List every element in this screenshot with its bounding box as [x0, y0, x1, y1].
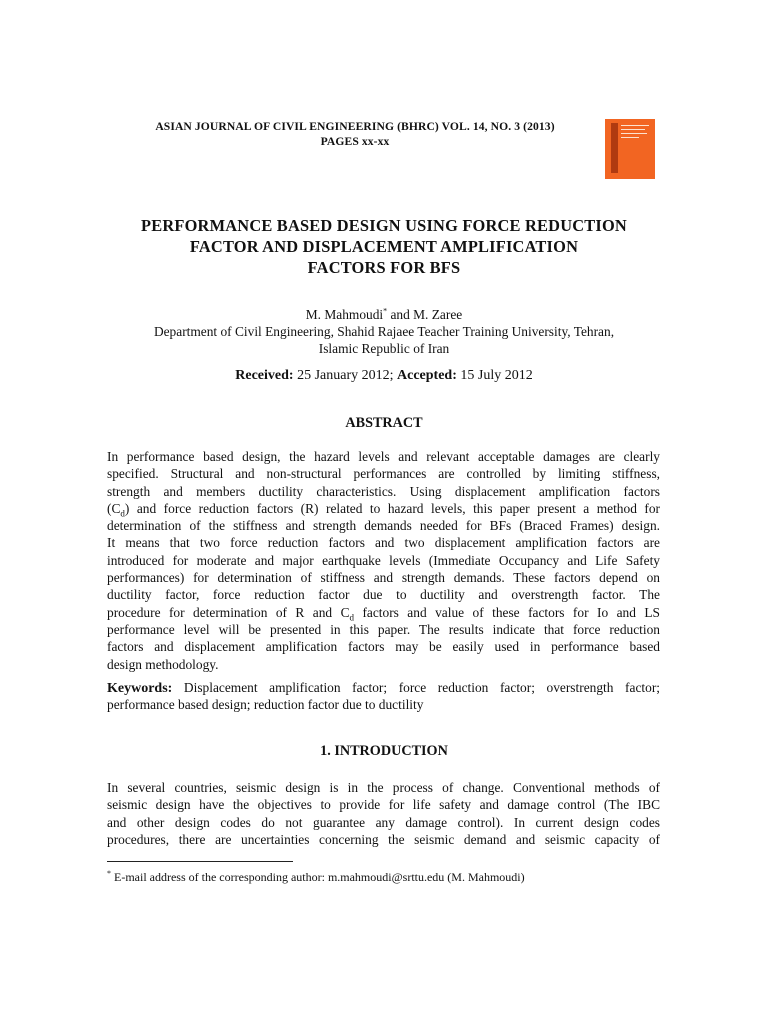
body-line: $(C_d)$ and force reduction factors (R) related to hazard levels, this paper present a method for	[107, 500, 660, 519]
keywords-text: Displacement amplification factor; force reduction factor; overstrength factor;	[172, 680, 660, 695]
accepted-date: 15 July 2012	[456, 368, 533, 383]
authors	[40, 306, 728, 323]
footnote-mark: *	[107, 869, 111, 878]
body-line: procedure for determination of R and $C_d$ factors and value of these factors for Io and LS	[107, 604, 660, 623]
journal-citation: ASIAN JOURNAL OF CIVIL ENGINEERING (BHRC) VOL. 14, NO. 3 (2013)	[155, 120, 555, 133]
body-line: ductility factor, force reduction factor due to ductility and overstrength factor. The	[107, 587, 660, 603]
received-date: 25 January 2012;	[293, 368, 398, 383]
affiliation	[40, 323, 728, 357]
body-line: In performance based design, the hazard levels and relevant acceptable damages are clearly	[107, 449, 660, 464]
body-line: performance level will be presented in this paper. The results indicate that force reduction	[107, 621, 660, 637]
author-name: M. Mahmoudi	[305, 307, 384, 322]
body-line: procedures, there are uncertainties concerning the seismic demand and seismic capacity of	[107, 831, 660, 847]
author-name: and M. Zaree	[387, 307, 463, 322]
dates	[40, 367, 728, 384]
title-line: PERFORMANCE BASED DESIGN USING FORCE REDUCTION	[141, 216, 627, 235]
footnote-rule	[107, 861, 293, 862]
received-label: Received:	[235, 368, 294, 383]
keywords	[107, 679, 660, 714]
footnote	[107, 870, 525, 885]
corresponding-author-mark: *	[383, 306, 388, 316]
keywords-label: Keywords:	[107, 681, 173, 696]
footnote-text: E-mail address of the corresponding author: m.mahmoudi@srttu.edu (M. Mahmoudi)	[111, 870, 525, 884]
body-line: It means that two force reduction factors and two displacement amplification factors are	[107, 535, 660, 551]
title-line: FACTORS FOR BFS	[307, 258, 461, 277]
introduction-body	[107, 779, 660, 848]
journal-cover-thumbnail	[605, 119, 655, 179]
abstract-body	[107, 448, 660, 673]
body-line: determination of the stiffness and strength demands needed for BFs (Braced Frames) design.	[107, 518, 660, 534]
body-line: factors and displacement amplification factors may be easily used in performance based	[107, 639, 660, 655]
body-line: specified. Structural and non-structural performances are controlled by limiting stiffness,	[107, 466, 660, 482]
abstract-heading: ABSTRACT	[345, 415, 423, 431]
body-line: strength and members ductility characteristics. Using displacement amplification factors	[107, 483, 660, 499]
journal-pages: PAGES xx-xx	[320, 135, 390, 148]
body-line: and other design codes do not guarantee any damage control). In current design codes	[107, 814, 660, 830]
accepted-label: Accepted:	[397, 368, 457, 383]
body-line: performances) for determination of stiffness and strength demands. These factors depend on	[107, 570, 660, 586]
affiliation-line: Islamic Republic of Iran	[318, 341, 450, 356]
title-line: FACTOR AND DISPLACEMENT AMPLIFICATION	[189, 237, 579, 256]
body-line: introduced for moderate and major earthquake levels (Immediate Occupancy and Life Safety	[107, 552, 660, 568]
body-line: design methodology.	[107, 656, 219, 672]
keywords-text: performance based design; reduction factor due to ductility	[107, 697, 424, 713]
body-line: In several countries, seismic design is in the process of change. Conventional methods of	[107, 780, 660, 795]
paper-title	[40, 215, 728, 278]
body-line: seismic design have the objectives to provide for life safety and damage control (The IBC	[107, 797, 660, 813]
introduction-heading: 1. INTRODUCTION	[320, 743, 448, 759]
affiliation-line: Department of Civil Engineering, Shahid Rajaee Teacher Training University, Tehran,	[153, 324, 615, 339]
